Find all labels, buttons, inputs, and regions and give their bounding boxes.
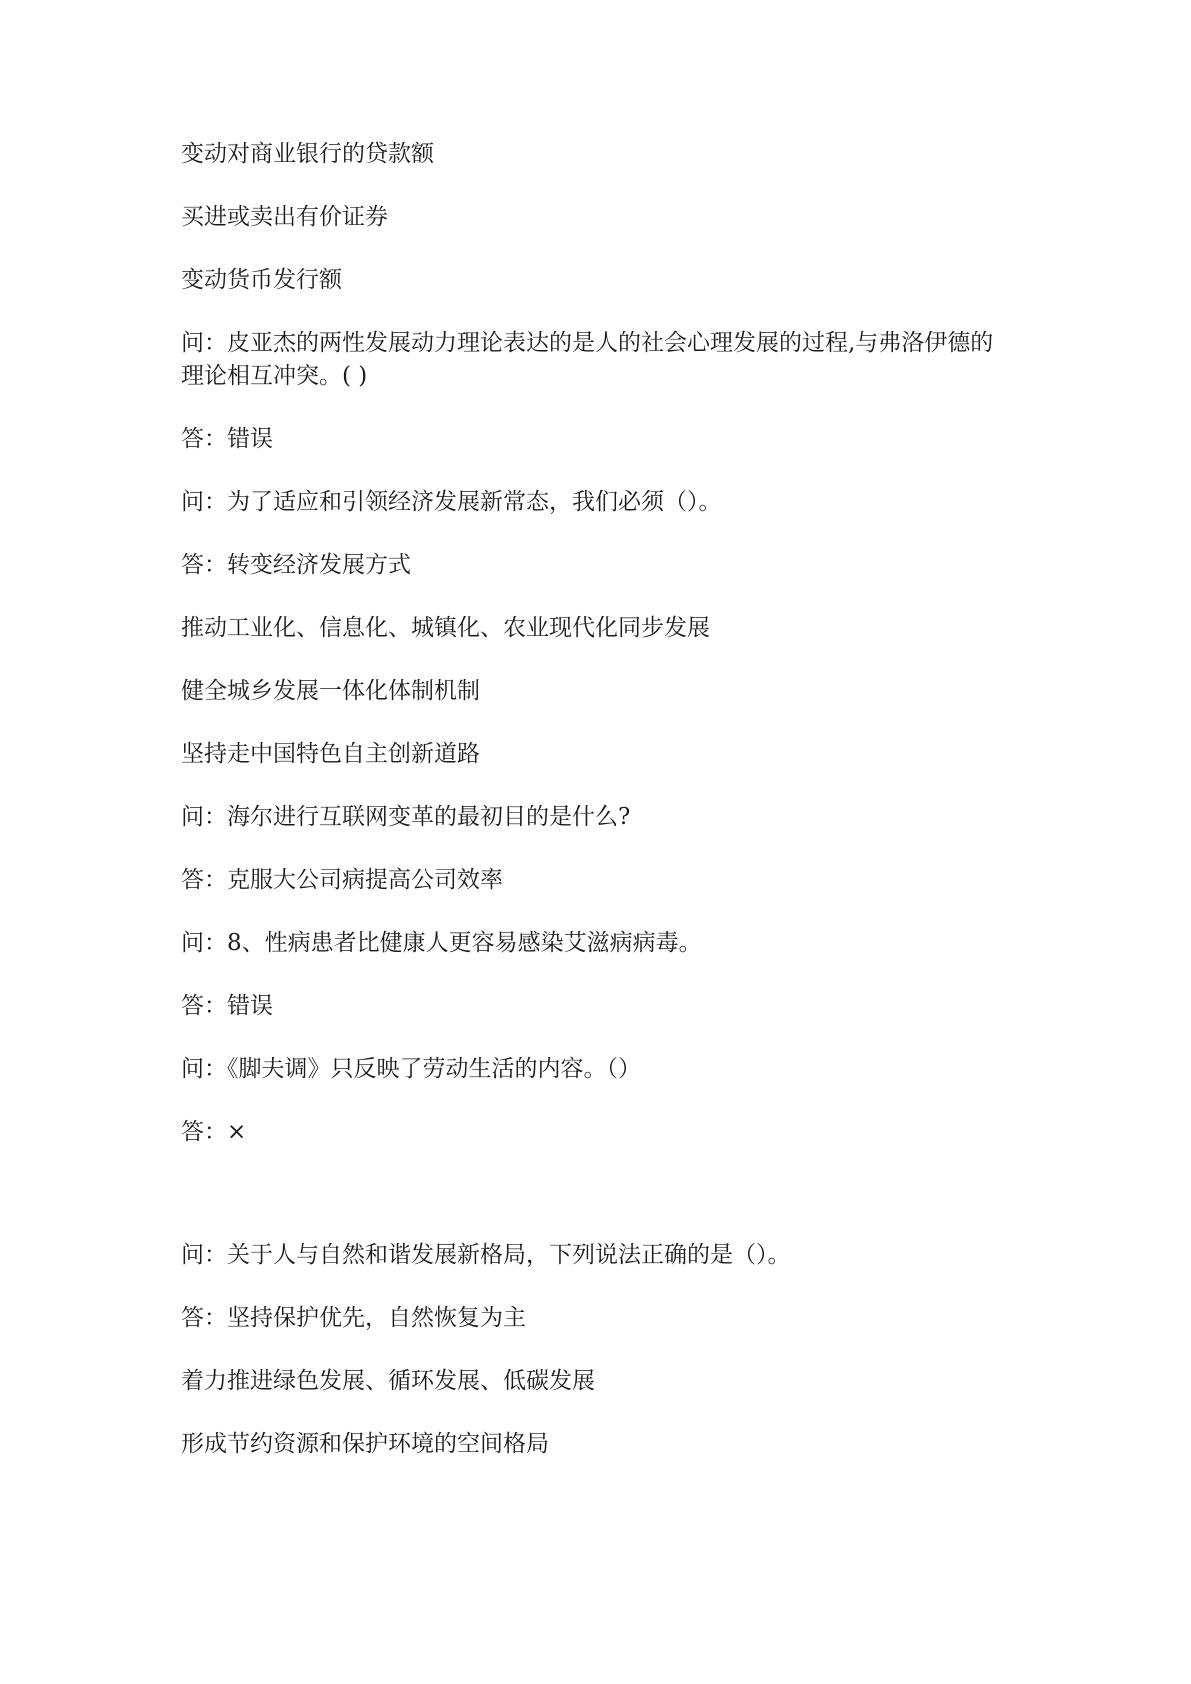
question-line: 问：海尔进行互联网变革的最初目的是什么? [181,804,631,830]
answer-option-line: 变动货币发行额 [181,267,342,293]
question-line: 问：皮亚杰的两性发展动力理论表达的是人的社会心理发展的过程,与弗洛伊德的理论相互冲突。( ) [181,330,994,389]
answer-option-line: 买进或卖出有价证券 [181,204,388,230]
answer-option-line: 着力推进绿色发展、循环发展、低碳发展 [181,1368,595,1394]
section-spacer [181,1179,1011,1239]
answer-line: 答：× [181,1119,247,1145]
answer-line: 答：坚持保护优先，自然恢复为主 [181,1305,526,1331]
document-body [181,138,1011,1491]
answer-option-line: 健全城乡发展一体化体制机制 [181,678,480,704]
answer-option-line: 变动对商业银行的贷款额 [181,141,434,167]
answer-option-line: 形成节约资源和保护环境的空间格局 [181,1431,549,1457]
answer-line: 答：转变经济发展方式 [181,552,411,578]
answer-line: 答：错误 [181,426,273,452]
answer-option-line: 坚持走中国特色自主创新道路 [181,741,480,767]
question-line: 问：关于人与自然和谐发展新格局，下列说法正确的是（）。 [181,1242,791,1268]
answer-option-line: 推动工业化、信息化、城镇化、农业现代化同步发展 [181,615,710,641]
question-line: 问：《脚夫调》只反映了劳动生活的内容。（） [181,1056,641,1082]
answer-line: 答：克服大公司病提高公司效率 [181,867,503,893]
question-line: 问：8、性病患者比健康人更容易感染艾滋病病毒。 [181,930,702,956]
answer-line: 答：错误 [181,993,273,1019]
question-line: 问：为了适应和引领经济发展新常态，我们必须（）。 [181,489,722,515]
